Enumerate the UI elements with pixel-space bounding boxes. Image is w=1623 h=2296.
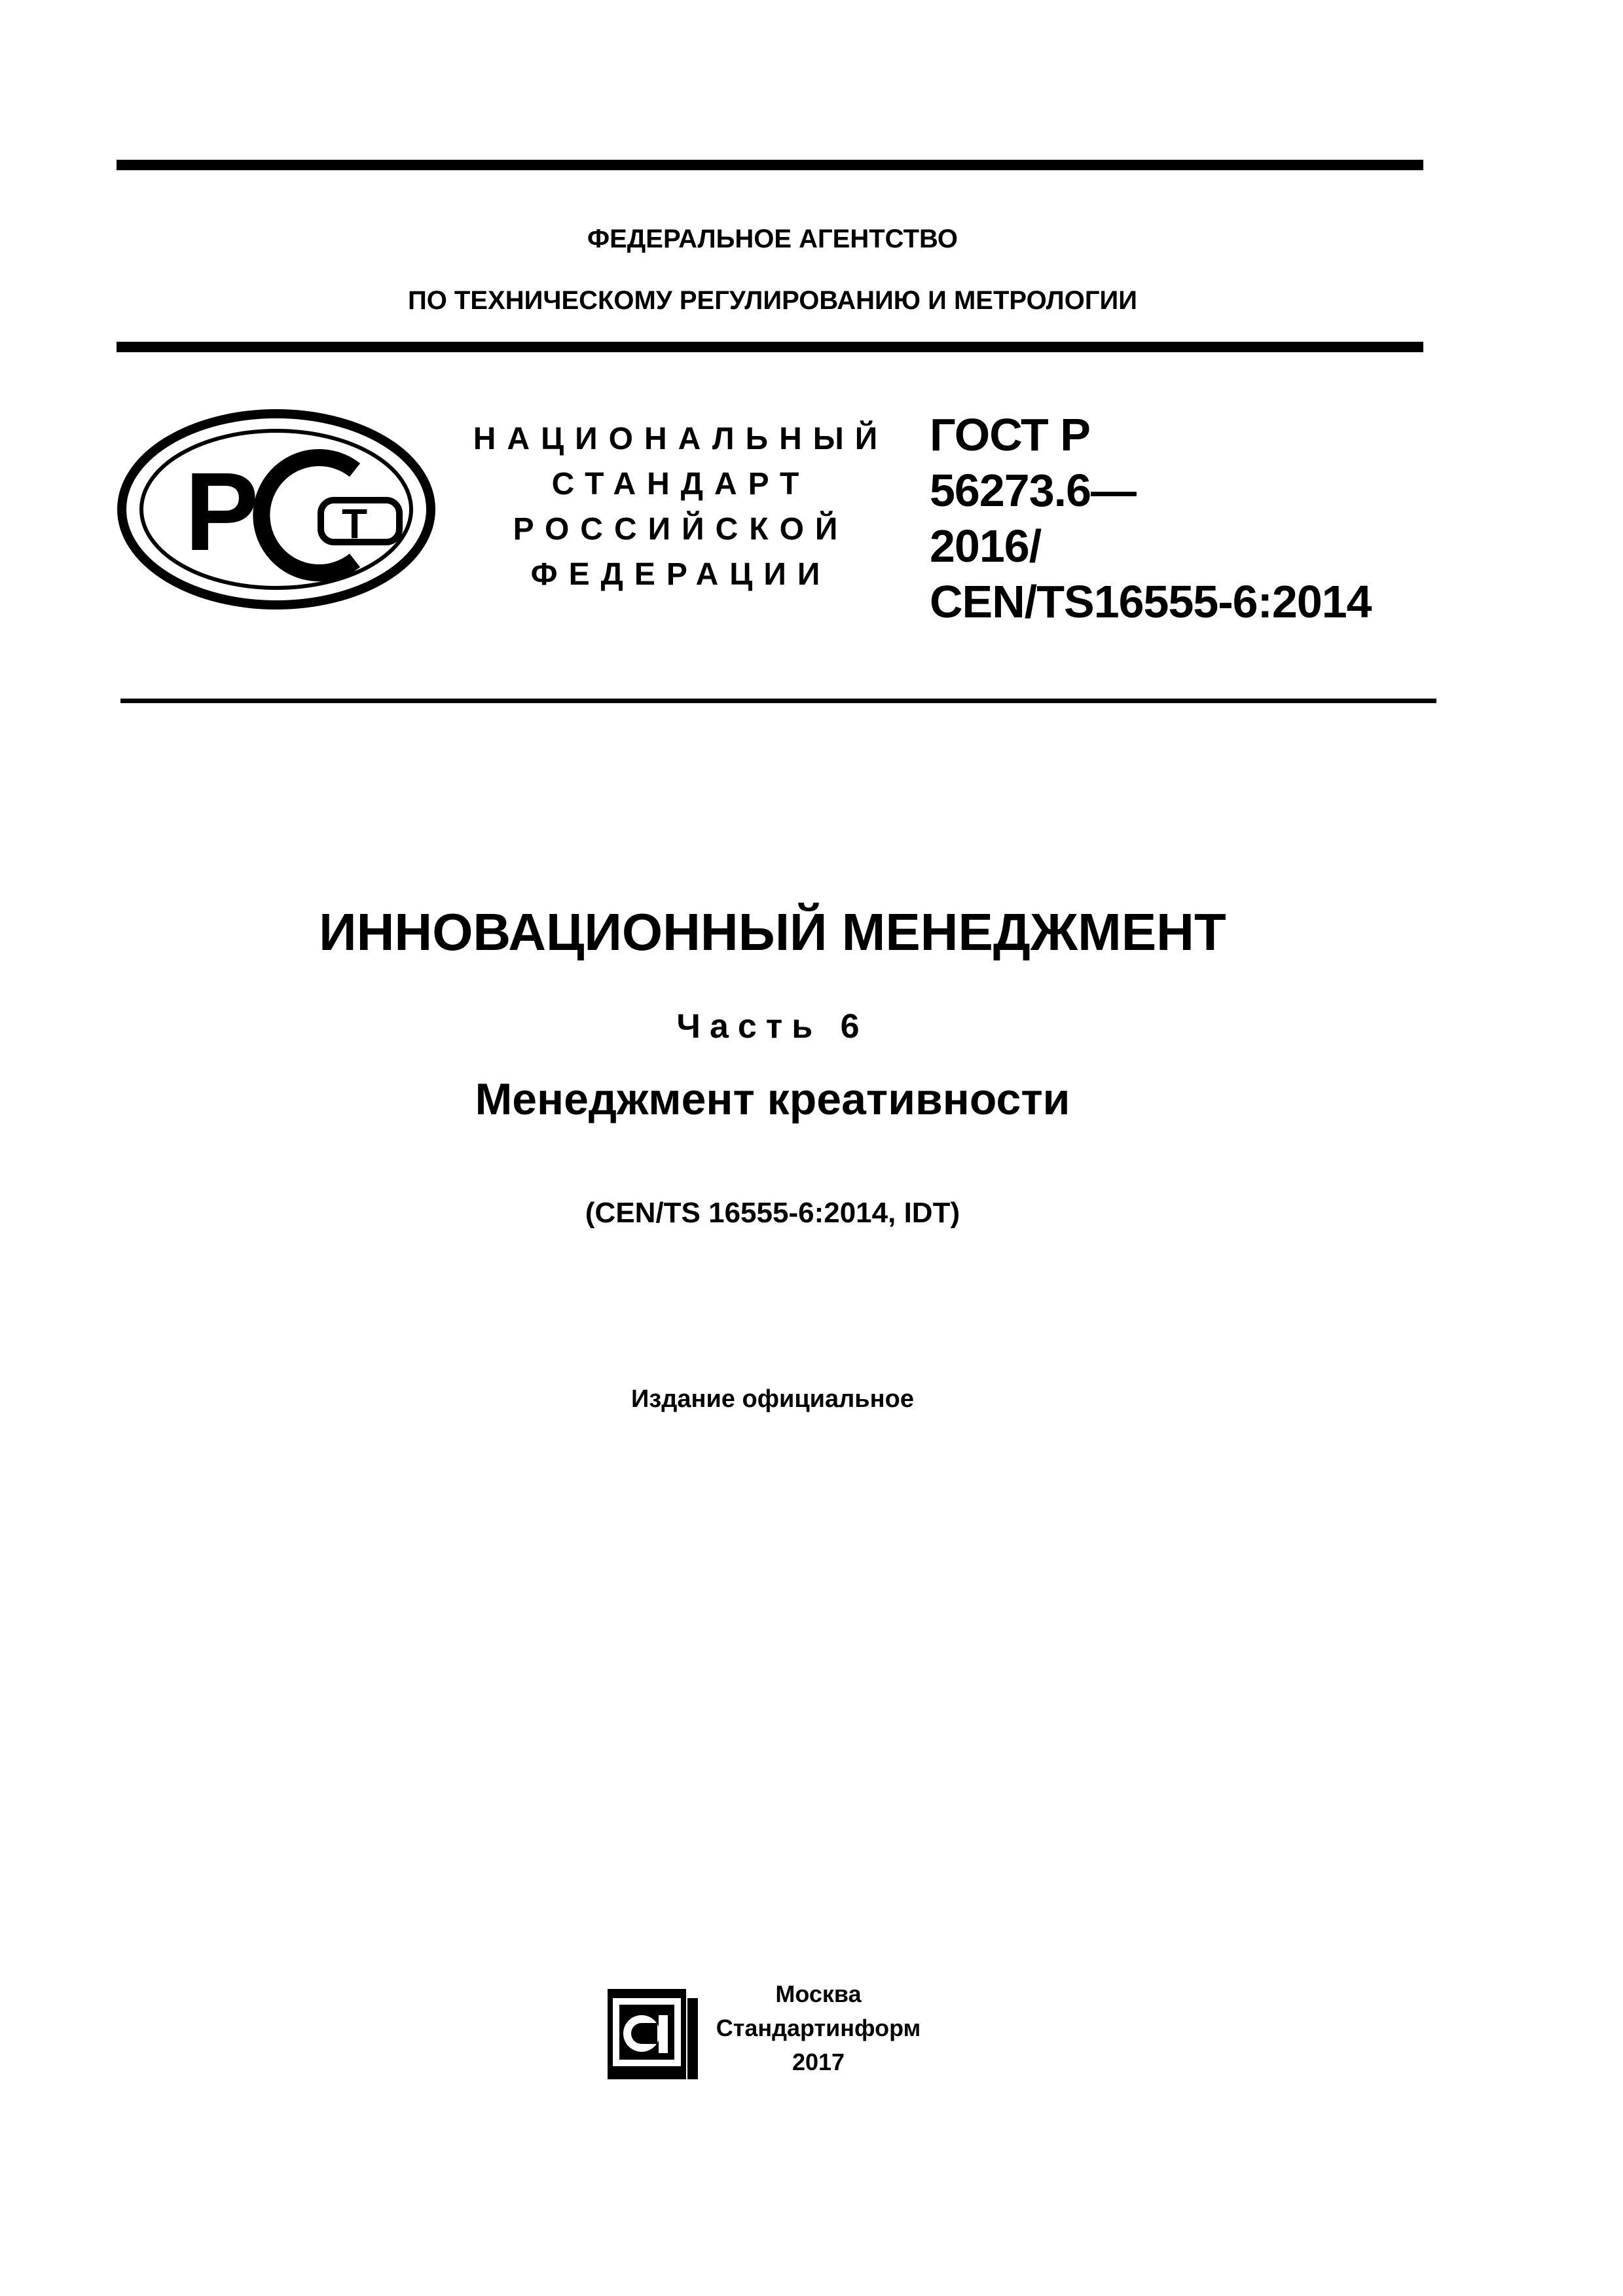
header-rule <box>117 342 1423 352</box>
identity-note: (CEN/TS 16555-6:2014, IDT) <box>585 1197 960 1229</box>
publisher-info <box>714 1977 923 2079</box>
national-standard-line-2: СТАНДАРТ <box>551 467 811 501</box>
edition-note: Издание официальное <box>631 1385 914 1413</box>
designation-line-3: 2016/ <box>930 520 1042 572</box>
designation-rule <box>120 699 1436 703</box>
rst-logo-letter-r: Р <box>185 450 259 574</box>
agency-line-2: ПО ТЕХНИЧЕСКОМУ РЕГУЛИРОВАНИЮ И МЕТРОЛОГИИ <box>407 286 1138 315</box>
agency-header <box>0 208 1545 331</box>
designation-line-1: ГОСТ Р <box>930 409 1090 460</box>
rst-logo-letter-t: Т <box>342 500 368 547</box>
designation-line-2: 56273.6— <box>930 465 1137 516</box>
document-title: ИННОВАЦИОННЫЙ МЕНЕДЖМЕНТ <box>319 903 1226 961</box>
document-subtitle: Менеджмент креативности <box>475 1074 1070 1124</box>
standard-designation <box>930 407 1372 630</box>
document-part: Часть 6 <box>676 1008 869 1046</box>
national-standard-line-1: НАЦИОНАЛЬНЫЙ <box>473 422 889 456</box>
publisher-name: Стандартинформ <box>716 2014 921 2041</box>
rst-certification-logo <box>113 405 440 614</box>
designation-line-4: CEN/TS16555-6:2014 <box>930 576 1372 627</box>
national-standard-line-4: ФЕДЕРАЦИИ <box>530 557 831 592</box>
publisher-city: Москва <box>775 1980 862 2007</box>
national-standard-line-3: РОССИЙСКОЙ <box>513 512 849 547</box>
national-standard-label <box>471 416 890 597</box>
publisher-year: 2017 <box>792 2049 845 2075</box>
standartinform-logo <box>604 1985 702 2083</box>
top-rule <box>117 160 1423 170</box>
agency-line-1: ФЕДЕРАЛЬНОЕ АГЕНТСТВО <box>587 225 958 253</box>
